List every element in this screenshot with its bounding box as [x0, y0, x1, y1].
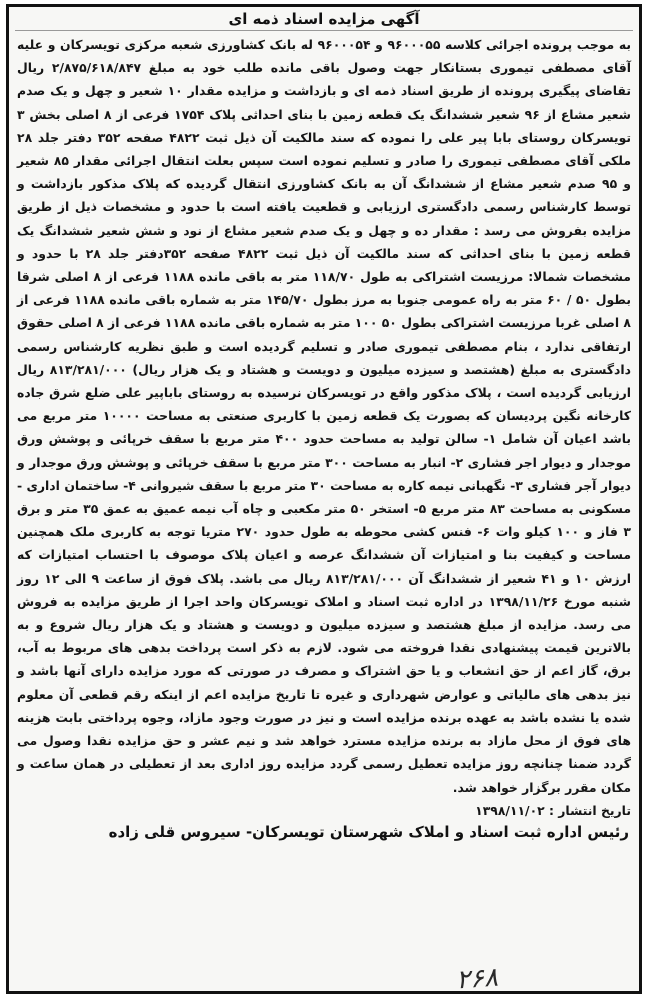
auction-notice: [6, 4, 642, 994]
signature-line: رئیس اداره ثبت اسناد و املاک شهرستان تویسرکان- سیروس قلی زاده: [108, 822, 629, 841]
handwritten-number: ۲۶۸: [455, 962, 499, 996]
notice-body: به موجب پرونده اجرائی کلاسه ۹۶۰۰۰۵۵ و ۹۶۰۰۰۵۴ له بانک کشاورزی شعبه مرکزی تویسرکان و علیه آقای مصطفی تیموری بستانکار جهت وصول باقی مانده طلب خود به مبلغ ۲/۸۷۵/۶۱۸/۸۴۷ ریال تقاضای پیگیری پرونده از طریق اسناد ذمه ای و بازداشت و مزایده مقدار ۱۰ شعیر و چهل و یک صدم شعیر مشاع از ۹۶ شعیر ششدانگ یک قطعه زمین با بنای احداثی پلاک ۱۷۵۴ فرعی از ۸ اصلی بخش ۳ تویسرکان روستای بابا پیر علی را نموده که سند مالکیت آن ذیل ثبت ۴۸۲۲ صفحه ۳۵۲ دفتر جلد ۲۸ ملکی آقای مصطفی تیموری را صادر و تسلیم نموده است سپس بعلت انتقال اجرائی مقدار ۸۵ شعیر و ۹۵ صدم شعیر مشاع از ششدانگ آن به بانک کشاورزی انتقال گردیده که پلاک مذکور بازداشت و توسط کارشناس رسمی دادگستری ارزیابی و قطعیت یافته است با حدود و مشخصات ذیل از طریق مزایده بفروش می رسد : مقدار ده و چهل و یک صدم شعیر مشاع از نود و شش شعیر ششدانگ یک قطعه زمین با بنای احداثی که سند مالکیت آن ذیل ثبت ۴۸۲۲ صفحه ۳۵۲دفتر جلد ۲۸ با حدود و مشخصات شمالا: مرزیست اشتراکی به طول ۱۱۸/۷۰ متر به باقی مانده ۱۱۸۸ فرعی از ۸ اصلی شرقا بطول ۵۰ / ۶۰ متر به راه عمومی جنوبا به مرز بطول ۱۴۵/۷۰ متر به شماره باقی مانده ۱۱۸۸ فرعی از ۸ اصلی غربا مرزیست اشتراکی بطول ۵۰ ۱۰۰ متر به شماره باقی مانده ۱۱۸۸ فرعی از ۸ اصلی حقوق ارتفاقی ندارد ، بنام مصطفی تیموری صادر و تسلیم گردیده است و طبق نظریه کارشناس رسمی دادگستری به مبلغ (هشتصد و سیزده میلیون و دویست و هشتاد و یک هزار ریال) ۸۱۳/۲۸۱/۰۰۰ ریال ارزیابی گردیده است ، پلاک مذکور واقع در تویسرکان نرسیده به روستای باباپیر علی ضلع شرق جاده کارخانه نگین پردیسان که بصورت یک قطعه زمین با کاربری صنعتی به مساحت ۱۰۰۰۰ متر مربع می باشد اعیان آن شامل ۱- سالن تولید به مساحت حدود ۴۰۰ متر مربع با سقف خرپائی و پوشش ورق موجدار و دیوار اجر فشاری ۲- انبار به مساحت ۳۰۰ متر مربع با سقف خرپائی و پوشش ورق موجدار و دیوار آجر فشاری ۳- نگهبانی نیمه کاره به مساحت ۳۰ متر مربع با سقف شیروانی ۴- ساختمان اداری - مسکونی به مساحت ۸۳ متر مربع ۵- استخر ۵۰ متر مکعبی و چاه آب نیمه عمیق به عمق ۳۵ متر و برق ۳ فاز و ۱۰۰ کیلو وات ۶- فنس کشی محوطه به طول حدود ۲۷۰ متریا توجه به کاربری ملک همچنین مساحت و کیفیت بنا و امتیازات آن ششدانگ عرصه و اعیان پلاک موصوف با احتساب امتیازات که ارزش ۱۰ و ۴۱ شعیر از ششدانگ آن ۸۱۳/۲۸۱/۰۰۰ ریال می باشد. پلاک فوق از ساعت ۹ الی ۱۲ روز شنبه مورخ ۱۳۹۸/۱۱/۲۶ در اداره ثبت اسناد و املاک تویسرکان واحد اجرا از طریق مزایده به فروش می رسد. مزایده از مبلغ هشتصد و سیزده میلیون و دویست و هشتاد و یک هزار ریال شروع و به بالاترین قیمت پیشنهادی نقدا فروخته می شود. لازم به ذکر است پرداخت بدهی های مربوط به آب، برق، گاز اعم از حق انشعاب و یا حق اشتراک و مصرف در صورتی که مورد مزایده دارای آنها باشد و نیز بدهی های مالیاتی و عوارض شهرداری و غیره تا تاریخ مزایده اعم از اینکه رقم قطعی آن معلوم شده یا نشده باشد به عهده برنده مزایده است و نیز در صورت وجود مازاد، وجوه پرداختی بابت هزینه های فوق از محل مازاد به برنده مزایده مسترد خواهد شد و نیم عشر و حق مزایده نقدا وصول می گردد ضمنا چنانچه روز مزایده تعطیل رسمی گردد مزایده روز اداری بعد از تعطیلی در همان ساعت و مکان مقرر برگزار خواهد شد.: [17, 37, 632, 795]
publish-label: تاریخ انتشار :: [549, 802, 631, 818]
publish-line: [9, 799, 639, 822]
publish-date: ۱۳۹۸/۱۱/۰۲: [475, 802, 545, 818]
notice-title: آگهی مزایده اسناد ذمه ای: [15, 7, 633, 31]
